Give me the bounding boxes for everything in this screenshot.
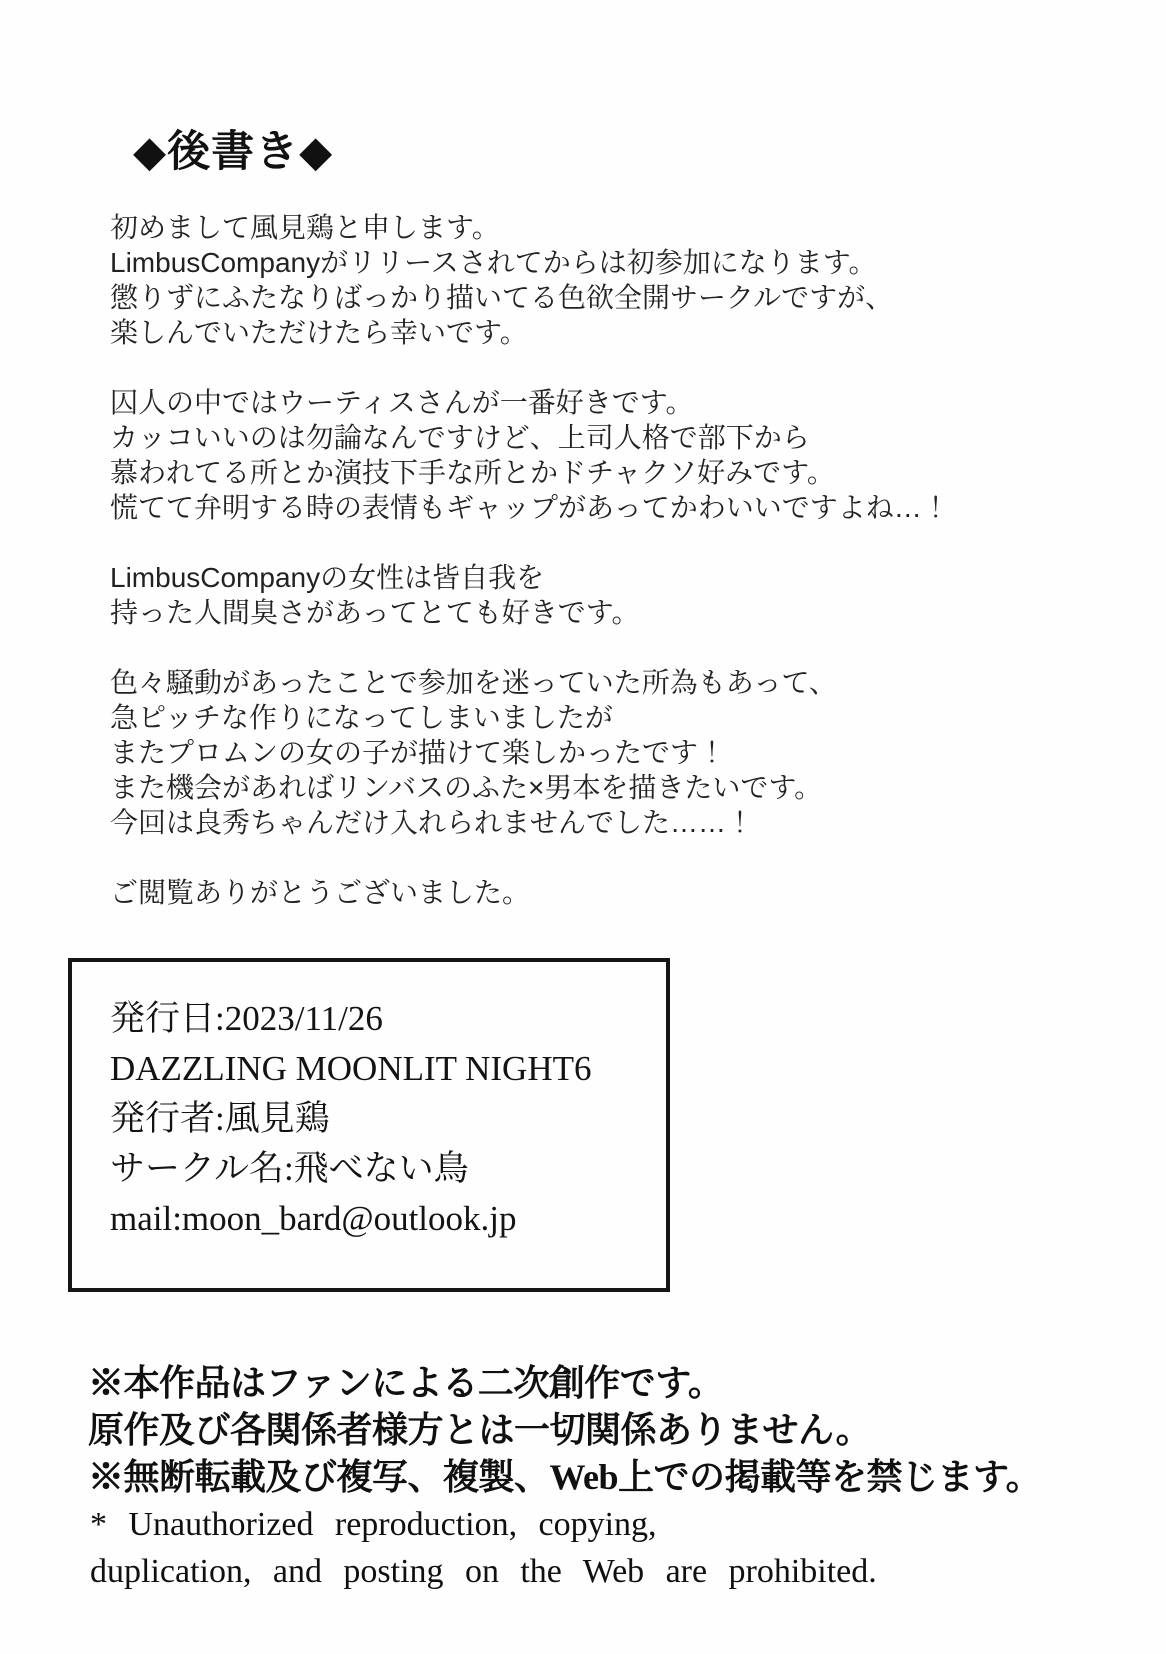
text-line: 持った人間臭さがあってとても好きです。 — [110, 597, 640, 628]
page-title: ◆後書き◆ — [133, 129, 334, 176]
book-title-line: DAZZLING MOONLIT NIGHT6 — [110, 1049, 592, 1088]
text-line: 初めまして風見鶏と申します。 — [110, 212, 500, 243]
text-line: 色々騒動があったことで参加を迷っていた所為もあって、 — [110, 667, 837, 698]
text-line: 懲りずにふたなりばっかり描いてる色欲全開サークルですが、 — [110, 282, 894, 313]
text-line: カッコいいのは勿論なんですけど、上司人格で部下から — [110, 422, 810, 453]
text-line: また機会があればリンバスのふた×男本を描きたいです。 — [110, 772, 823, 803]
disclaimer-jp-line-2: 原作及び各関係者様方とは一切関係ありません。 — [88, 1410, 872, 1450]
mail-address-line: mail:moon_bard@outlook.jp — [110, 1199, 517, 1238]
publication-date-line: 発行日:2023/11/26 — [110, 999, 383, 1038]
publisher-line: 発行者:風見鶏 — [110, 1099, 330, 1138]
text-line: ご閲覧ありがとうございました。 — [110, 877, 531, 908]
disclaimer-block — [88, 1360, 1108, 1595]
text-line: 慌てて弁明する時の表情もギャップがあってかわいいですよね…！ — [110, 492, 950, 523]
text-line: LimbusCompanyの女性は皆自我を — [110, 562, 545, 593]
circle-name-line: サークル名:飛べない鳥 — [110, 1149, 469, 1188]
disclaimer-en-line-1: * Unauthorized reproduction, copying, — [90, 1506, 657, 1543]
disclaimer-jp-line-3: ※無断転載及び複写、複製、Web上での掲載等を禁じます。 — [88, 1457, 1042, 1497]
paragraph-production-notes — [110, 665, 1050, 840]
paragraph-favorite-character — [110, 385, 1050, 525]
paragraph-thanks — [110, 875, 1050, 910]
text-line: 今回は良秀ちゃんだけ入れられませんでした……！ — [110, 807, 755, 838]
text-line: LimbusCompanyがリリースされてからは初参加になります。 — [110, 247, 877, 278]
text-line: 囚人の中ではウーティスさんが一番好きです。 — [110, 387, 694, 418]
paragraph-women — [110, 560, 1050, 630]
publication-info-box — [68, 958, 670, 1292]
text-line: 楽しんでいただけたら幸いです。 — [110, 317, 528, 348]
text-line: 急ピッチな作りになってしまいましたが — [110, 702, 613, 733]
text-line: またプロムンの女の子が描けて楽しかったです！ — [110, 737, 727, 768]
disclaimer-en-line-2: duplication, and posting on the Web are prohibited. — [90, 1553, 877, 1590]
afterword-body — [110, 210, 1050, 945]
paragraph-greeting — [110, 210, 1050, 350]
text-line: 慕われてる所とか演技下手な所とかドチャクソ好みです。 — [110, 457, 835, 488]
disclaimer-jp-line-1: ※本作品はファンによる二次創作です。 — [88, 1363, 724, 1403]
